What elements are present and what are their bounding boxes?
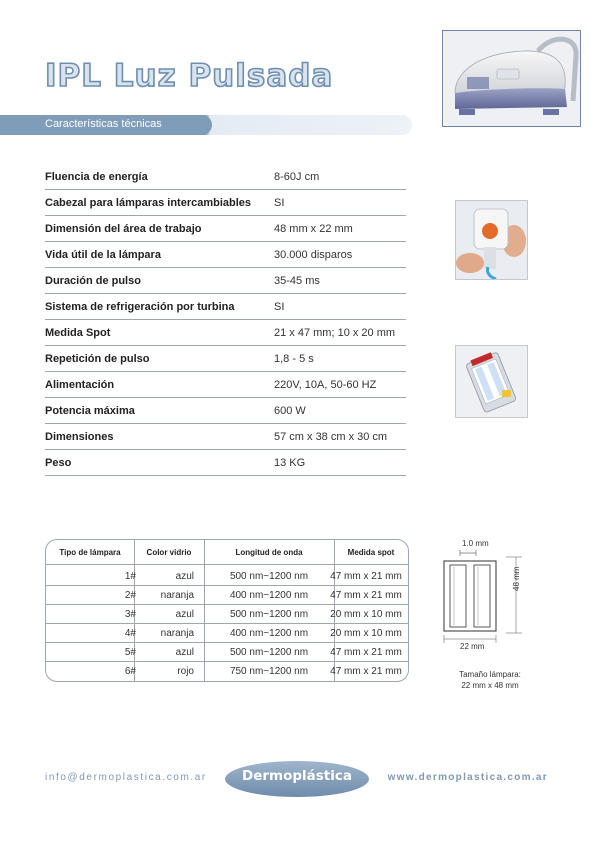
table-header	[46, 540, 408, 565]
spec-row: Peso 13 KG	[45, 451, 406, 476]
lamp-size-caption: Tamaño lámpara: 22 mm x 48 mm	[459, 670, 521, 690]
spec-row: Medida Spot 21 x 47 mm; 10 x 20 mm	[45, 321, 406, 346]
spec-row: Dimensiones 57 cm x 38 cm x 30 cm	[45, 425, 406, 450]
logo-text: Dermoplástica	[242, 768, 352, 784]
table-row: 4# naranja 400 nm~1200 nm 20 mm x 10 mm	[46, 624, 408, 643]
bottom-dimension-label: 22 mm	[460, 642, 485, 651]
spec-row: Alimentación 220V, 10A, 50-60 HZ	[45, 373, 406, 398]
header-cell: Medida spot	[347, 548, 395, 557]
table-row: 5# azul 500 nm~1200 nm 47 mm x 21 mm	[46, 643, 408, 662]
website-link[interactable]: www.dermoplastica.com.ar	[387, 772, 548, 783]
lamp-table	[45, 539, 409, 682]
email-link[interactable]: info@dermoplastica.com.ar	[45, 772, 207, 783]
table-row: 1# azul 500 nm~1200 nm 47 mm x 21 mm	[46, 567, 408, 586]
header-cell: Tipo de lámpara	[59, 548, 121, 557]
table-row: 6# rojo 750 nm~1200 nm 47 mm x 21 mm	[124, 666, 402, 677]
table-row: 2# naranja 400 nm~1200 nm 47 mm x 21 mm	[46, 586, 408, 605]
lamp-size-diagram	[430, 535, 550, 695]
section-bar	[0, 115, 412, 135]
spec-row: Fluencia de energía 8-60J cm	[45, 165, 406, 190]
spec-row: Cabezal para lámparas intercambiables SI	[45, 191, 406, 216]
specs-list	[45, 165, 406, 477]
header-cell: Longitud de onda	[235, 548, 303, 557]
spec-row: Dimensión del área de trabajo 48 mm x 22 mm	[45, 217, 406, 242]
header-cell: Color vidrio	[146, 548, 192, 557]
top-dimension-label: 1.0 mm	[462, 539, 489, 548]
spec-row: Repetición de pulso 1,8 - 5 s	[45, 347, 406, 372]
spec-row: Duración de pulso 35-45 ms	[45, 269, 406, 294]
section-label: Características técnicas	[45, 118, 162, 130]
right-dimension-label: 48 mm	[512, 566, 521, 591]
spec-row: Vida útil de la lámpara 30.000 disparos	[45, 243, 406, 268]
lamp-cartridge-photo	[455, 345, 528, 418]
spec-row: Potencia máxima 600 W	[45, 399, 406, 424]
brand-logo	[224, 760, 370, 798]
ipl-machine-photo	[442, 30, 581, 127]
table-row: 3# azul 500 nm~1200 nm 20 mm x 10 mm	[46, 605, 408, 624]
spec-row: Sistema de refrigeración por turbina SI	[45, 295, 406, 320]
handpiece-photo	[455, 200, 528, 280]
lamp-outline-drawing	[430, 547, 550, 667]
page-title: IPL Luz Pulsada	[45, 58, 334, 94]
